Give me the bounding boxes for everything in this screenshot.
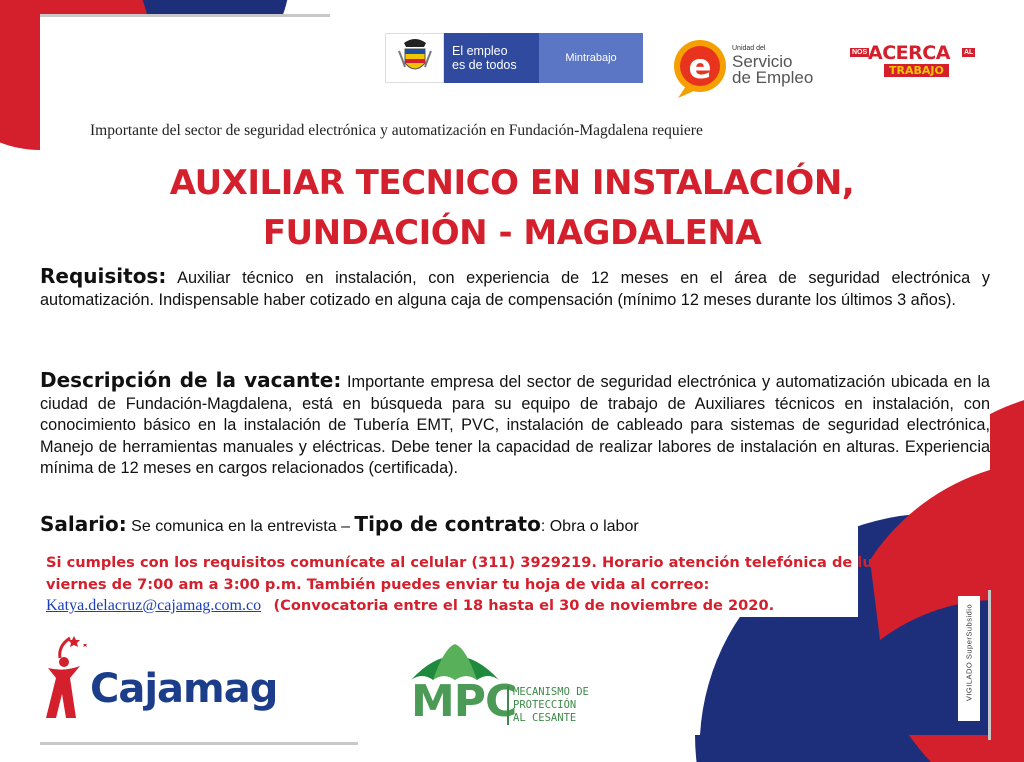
colombia-shield-icon <box>385 33 444 83</box>
servicio-empleo-logo <box>672 38 832 100</box>
frame-top-line <box>40 14 330 17</box>
descripcion-section <box>40 370 990 480</box>
contact-line3 <box>46 597 774 615</box>
cajamag-figure-icon <box>40 628 96 728</box>
job-title-line2: FUNDACIÓN - MAGDALENA <box>262 213 762 253</box>
requisitos-label: Requisitos: <box>40 264 167 288</box>
contrato-text: : Obra o labor <box>540 518 639 535</box>
email-link[interactable]: Katya.delacruz@cajamag.com.co <box>46 597 262 614</box>
gov-line2: es de todos <box>452 58 517 72</box>
servicio-empleo-icon <box>672 38 728 100</box>
sde-line2: de Empleo <box>732 68 814 87</box>
mpc-line3: AL CESANTE <box>513 712 577 724</box>
frame-right-line <box>988 590 991 740</box>
contrato-label: Tipo de contrato <box>354 512 541 536</box>
intro-text: Importante del sector de seguridad electrónica y automatización en Fundación-Magdalena requiere <box>90 122 703 139</box>
convocatoria-text: (Convocatoria entre el 18 hasta el 30 de noviembre de 2020. <box>273 597 775 614</box>
requisitos-section <box>40 266 990 311</box>
gov-ministry: Mintrabajo <box>539 33 643 83</box>
cajamag-logo <box>40 628 330 728</box>
descripcion-label: Descripción de la vacante: <box>40 368 342 392</box>
acerca-main: ACERCA <box>868 42 950 64</box>
vigilado-panel <box>958 596 980 721</box>
acerca-trabajo-logo <box>850 44 980 84</box>
mpc-text: MPC <box>411 676 517 727</box>
sde-small: Unidad del <box>732 45 766 52</box>
mpc-caption <box>507 686 589 725</box>
vigilado-text: VIGILADO SuperSubsidio <box>964 603 974 702</box>
cajamag-text: Cajamag <box>90 666 278 712</box>
descripcion-text: Importante empresa del sector de seguridad electrónica y automatización ubicada en la ciudad de Fundación-Magdalena, está en búsqueda para su equipo de trabajo de Auxiliares técnicos en instalación, con conocimiento básico en la instalación de Tubería EMT, PVC, instalación de cableado para sistemas de seguridad electrónica, Manejo de herramientas manuales y eléctricas. Debe tener la capacidad de realizar labores de instalación en alturas. Experiencia mínima de 12 meses en cargos relacionados (certificada). <box>40 373 990 478</box>
gov-line1: El empleo <box>452 44 508 58</box>
contact-line1: Si cumples con los requisitos comunícate al celular (311) 3929219. Horario atención telefónica de lunes a <box>46 554 917 571</box>
requisitos-text: Auxiliar técnico en instalación, con experiencia de 12 meses en el área de seguridad electrónica y automatización. Indispensable haber cotizado en alguna caja de compensación (mínimo 12 meses durante los últimos 3 años). <box>40 269 991 309</box>
salario-text: Se comunica en la entrevista – <box>131 518 350 535</box>
acerca-nos: NOS <box>852 49 868 56</box>
acerca-sub: TRABAJO <box>884 64 949 77</box>
salario-section <box>40 512 639 536</box>
gov-logo <box>385 33 643 83</box>
mpc-logo <box>405 640 605 740</box>
svg-text:e: e <box>688 47 712 87</box>
mpc-line1: MECANISMO DE <box>513 686 589 698</box>
salario-label: Salario: <box>40 512 127 536</box>
acerca-al: AL <box>964 49 974 56</box>
contact-line2: viernes de 7:00 am a 3:00 p.m. También puedes enviar tu hoja de vida al correo: <box>46 576 710 593</box>
job-title-line1: AUXILIAR TECNICO EN INSTALACIÓN, <box>169 163 855 203</box>
sde-line1: Servicio <box>732 52 793 71</box>
frame-bottom-line <box>40 742 358 745</box>
mpc-line2: PROTECCIÓN <box>513 699 577 711</box>
